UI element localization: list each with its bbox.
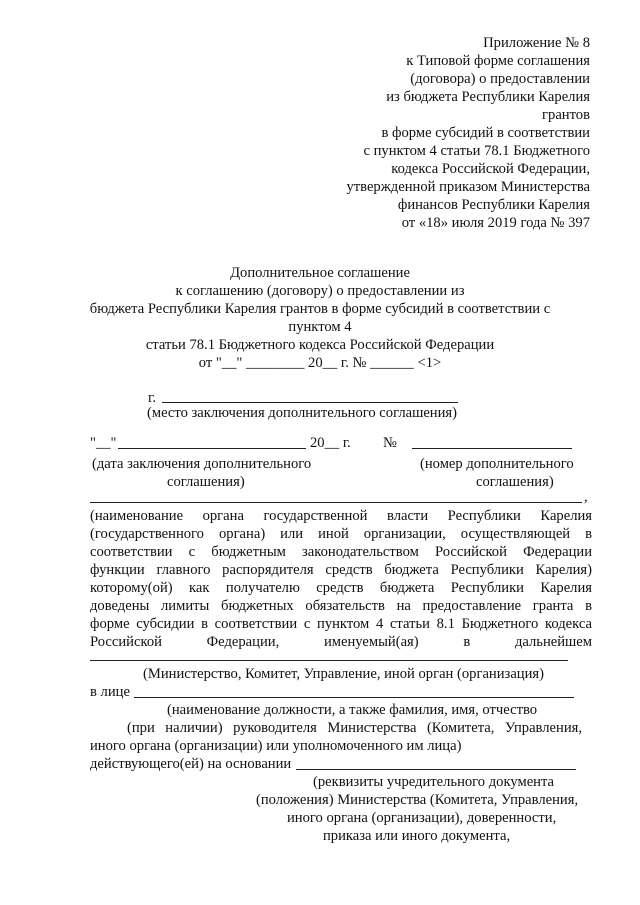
appendix-line: к Типовой форме соглашения — [406, 53, 590, 69]
appendix-line: (договора) о предоставлении — [410, 71, 590, 87]
place-field-line — [162, 402, 458, 403]
title-line: статьи 78.1 Бюджетного кодекса Российской Федерации — [145, 337, 495, 353]
date-caption: (дата заключения дополнительного — [92, 456, 312, 472]
number-sign: № — [383, 435, 397, 451]
ministry-caption: (Министерство, Комитет, Управление, иной орган (организация) — [143, 666, 544, 682]
authority-comma: , — [584, 489, 588, 505]
title-line: от "__" ________ 20__ г. № ______ <1> — [198, 355, 442, 371]
body-line: которому(ой) как получателю средств бюджета Республики Карелия — [90, 580, 592, 596]
position-caption: (наименование должности, а также фамилия, имя, отчество — [167, 702, 538, 718]
title-line: бюджета Республики Карелия грантов в форме субсидий в соответствии с — [89, 301, 551, 317]
number-caption: (номер дополнительного — [420, 456, 574, 472]
appendix-line: кодекса Российской Федерации, — [391, 161, 590, 177]
place-prefix: г. — [148, 390, 156, 406]
title-line: к соглашению (договору) о предоставлении из — [175, 283, 465, 299]
basis-field-line — [296, 769, 576, 770]
appendix-line: утвержденной приказом Министерства — [346, 179, 590, 195]
appendix-line: от «18» июля 2019 года № 397 — [401, 215, 590, 231]
head-caption: иного органа (организации) или уполномоченного им лица) — [90, 738, 462, 754]
date-caption: соглашения) — [167, 474, 245, 490]
appendix-line: в форме субсидий в соответствии — [381, 125, 590, 141]
body-line: форме субсидии в соответствии с пунктом 4 статьи 8.1 Бюджетного кодекса — [90, 616, 592, 632]
person-field-line — [134, 697, 574, 698]
title-line: пунктом 4 — [288, 319, 352, 335]
appendix-line: с пунктом 4 статьи 78.1 Бюджетного — [363, 143, 590, 159]
date-year: 20__ г. — [310, 435, 351, 451]
date-quotes: "__" — [90, 435, 117, 451]
details-caption: (реквизиты учредительного документа — [313, 774, 555, 790]
body-line: Российской Федерации, именуемый(ая) в дальнейшем — [90, 634, 592, 650]
date-field-line — [118, 448, 306, 449]
ministry-field-line — [90, 660, 568, 661]
body-line: соответствии с бюджетным законодательством Российской Федерации — [90, 544, 592, 560]
head-caption: (при наличии) руководителя Министерства (Комитета, Управления, — [127, 720, 582, 736]
appendix-line: Приложение № 8 — [483, 35, 590, 51]
body-line: (государственного органа) или иной организации, осуществляющей в — [90, 526, 592, 542]
details-caption: приказа или иного документа, — [323, 828, 511, 844]
number-field-line — [412, 448, 572, 449]
place-caption: (место заключения дополнительного соглашения) — [147, 405, 457, 421]
in-person-prefix: в лице — [90, 684, 130, 700]
details-caption: иного органа (организации), доверенности, — [287, 810, 557, 826]
appendix-line: грантов — [542, 107, 590, 123]
appendix-line: финансов Республики Карелия — [397, 197, 590, 213]
body-line: функции главного распорядителя средств бюджета Республики Карелия) — [90, 562, 592, 578]
title-line: Дополнительное соглашение — [230, 265, 410, 281]
acting-prefix: действующего(ей) на основании — [90, 756, 292, 772]
authority-field-line — [90, 502, 582, 503]
details-caption: (положения) Министерства (Комитета, Управления, — [256, 792, 579, 808]
body-line: доведены лимиты бюджетных обязательств на предоставление гранта в — [90, 598, 592, 614]
number-caption: соглашения) — [476, 474, 554, 490]
appendix-line: из бюджета Республики Карелия — [386, 89, 590, 105]
body-line: (наименование органа государственной власти Республики Карелия — [90, 508, 592, 524]
